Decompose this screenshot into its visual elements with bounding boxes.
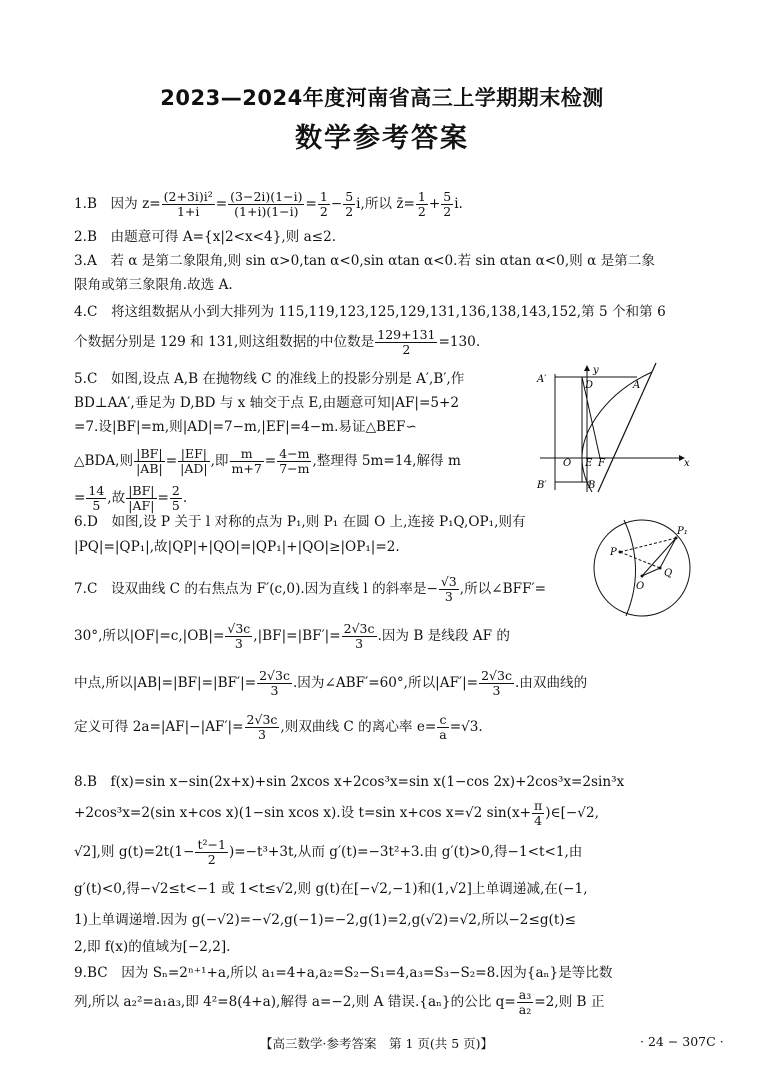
document-subtitle: 数学参考答案: [295, 123, 469, 154]
segment-qo: [642, 568, 660, 576]
circle-figure: [586, 518, 698, 618]
answer-5-line-4: △BDA,则 $\frac{|BF|}{|AB|}$ = $\frac{|EF|}{|AD|}$ ,即 $\frac{m}{m+7}$ = $\frac{4-m}{7-m}$ ,整理得 5m=14,解得 m: [74, 446, 461, 476]
label-e: E: [585, 458, 593, 469]
answer-2: 2.B 由题意可得 A={x|2<x<4},则 a≤2.: [74, 229, 337, 245]
point-q: [659, 567, 662, 570]
answer-8-line-5: 1)上单调递增.因为 g(−√2)=−√2,g(−1)=−2,g(1)=2,g(√2)=√2,所以−2≤g(t)≤: [74, 912, 577, 928]
circle-o: [594, 520, 690, 616]
label-q: Q: [664, 568, 673, 579]
answer-9-line-1: 9.BC 因为 Sₙ=2ⁿ⁺¹+a,所以 a₁=4+a,a₂=S₂−S₁=4,a₃=S₃−S₂=8.因为{aₙ}是等比数: [74, 965, 613, 981]
label-f: F: [598, 458, 605, 469]
footer-code: · 24 − 307C ·: [640, 1034, 724, 1049]
label-x: x: [684, 458, 690, 469]
answer-9-line-2: 列,所以 a₂²=a₁a₃,即 4²=8(4+a),解得 a=−2,则 A 错误.{aₙ}的公比 q= $\frac{\text{a₃}}{\text{a₂}}$ =2,则 B 正: [74, 987, 605, 1017]
answer-5-line-3: =7.设|BF|=m,则|AD|=7−m,|EF|=4−m.易证△BEF∽: [74, 419, 417, 435]
footer-page-info: 【高三数学·参考答案 第 1 页(共 5 页)】: [260, 1036, 494, 1051]
label-b: B: [588, 480, 596, 491]
label-a-prime: A′: [537, 374, 547, 385]
answer-4-line-1: 4.C 将这组数据从小到大排列为 115,119,123,125,129,131,136,138,143,152,第 5 个和第 6: [74, 304, 666, 320]
line-ab: [598, 363, 656, 492]
segment-pp1: [620, 538, 676, 552]
parabola-figure: [532, 362, 692, 497]
point-o: [641, 575, 644, 578]
answer-7-line-1: 7.C 设双曲线 C 的右焦点为 F′(c,0).因为直线 l 的斜率是− $\frac{√3}{3}$ ,所以∠BFF′=: [74, 574, 546, 604]
answer-5-line-1: 5.C 如图,设点 A,B 在抛物线 C 的准线上的投影分别是 A′,B′,作: [74, 371, 465, 387]
answer-6-line-2: |PQ|=|QP₁|,故|QP|+|QO|=|QP₁|+|QO|≥|OP₁|=2.: [74, 539, 400, 555]
line-l: [624, 520, 636, 616]
label-d: D: [585, 380, 594, 391]
answer-3-line-1: 3.A 若 α 是第二象限角,则 sin α>0,tan α<0,sin αtan α<0.若 sin αtan α<0,则 α 是第二象: [74, 253, 655, 269]
answer-8-line-1: 8.B f(x)=sin x−sin(2x+x)+sin 2xcos x+2cos³x=sin x(1−cos 2x)+2cos³x=2sin³x: [74, 774, 625, 790]
segment-pq: [620, 552, 660, 568]
answer-3-line-2: 限角或第三象限角.故选 A.: [74, 277, 233, 293]
document-title: 2023—2024年度河南省高三上学期期末检测: [160, 86, 604, 110]
answer-6-line-1: 6.D 如图,设 P 关于 l 对称的点为 P₁,则 P₁ 在圆 O 上,连接 P₁Q,OP₁,则有: [74, 514, 526, 530]
answer-8-line-4: g′(t)<0,得−√2≤t<−1 或 1<t≤√2,则 g(t)在[−√2,−1)和(1,√2]上单调递减,在(−1,: [74, 881, 588, 897]
label-p: P: [610, 547, 617, 558]
label-b-prime: B′: [537, 480, 547, 491]
answer-4-line-2: 个数据分别是 129 和 131,则这组数据的中位数是 $\frac{129+131}{2}$ =130.: [74, 327, 481, 357]
answer-1: 1.B 因为 z= $\frac{\text{(2+3i)i²}}{1+i}$ = $\frac{(3-2i)(1-i)}{(1+i)(1-i)}$ = $\frac{1}{2}$ − $\frac{5}{2}$ i,所以 z̄= $\frac{1}{2}$ + $\frac{5}{2}$ i.: [74, 189, 463, 219]
answer-5-line-5: = $\frac{14}{5}$ ,故 $\frac{|BF|}{|AF|}$ = $\frac{2}{5}$ .: [74, 483, 188, 513]
answer-8-line-3: √2],则 g(t)=2t(1− $\frac{\text{t²−1}}{2}$ )=−t³+3t,从而 g′(t)=−3t²+3.由 g′(t)>0,得−1<t<1,由: [74, 837, 583, 867]
label-o: O: [563, 458, 572, 469]
answer-5-line-2: BD⊥AA′,垂足为 D,BD 与 x 轴交于点 E,由题意可知|AF|=5+2: [74, 395, 460, 411]
point-p: [619, 551, 622, 554]
answer-8-line-2: +2cos³x=2(sin x+cos x)(1−sin xcos x).设 t=sin x+cos x=√2 sin(x+ $\frac{\pi}{4}$ )∈[−√2,: [74, 798, 599, 828]
answer-7-line-3: 中点,所以|AB|=|BF|=|BF′|= $\frac{2√3c}{3}$ .因为∠ABF′=60°,所以|AF′|= $\frac{2√3c}{3}$ .由双曲线的: [74, 668, 588, 698]
label-a: A: [633, 380, 641, 391]
label-p1: P₁: [677, 526, 688, 537]
label-o: O: [636, 581, 645, 592]
answer-7-line-2: 30°,所以|OF|=c,|OB|= $\frac{√3c}{3}$ ,|BF|=|BF′|= $\frac{2√3c}{3}$ .因为 B 是线段 AF 的: [74, 621, 510, 651]
answer-8-line-6: 2,即 f(x)的值域为[−2,2].: [74, 939, 231, 955]
label-y: y: [593, 365, 599, 376]
answer-7-line-4: 定义可得 2a=|AF|−|AF′|= $\frac{2√3c}{3}$ ,则双曲线 C 的离心率 e= $\frac{c}{a}$ =√3.: [74, 712, 483, 742]
